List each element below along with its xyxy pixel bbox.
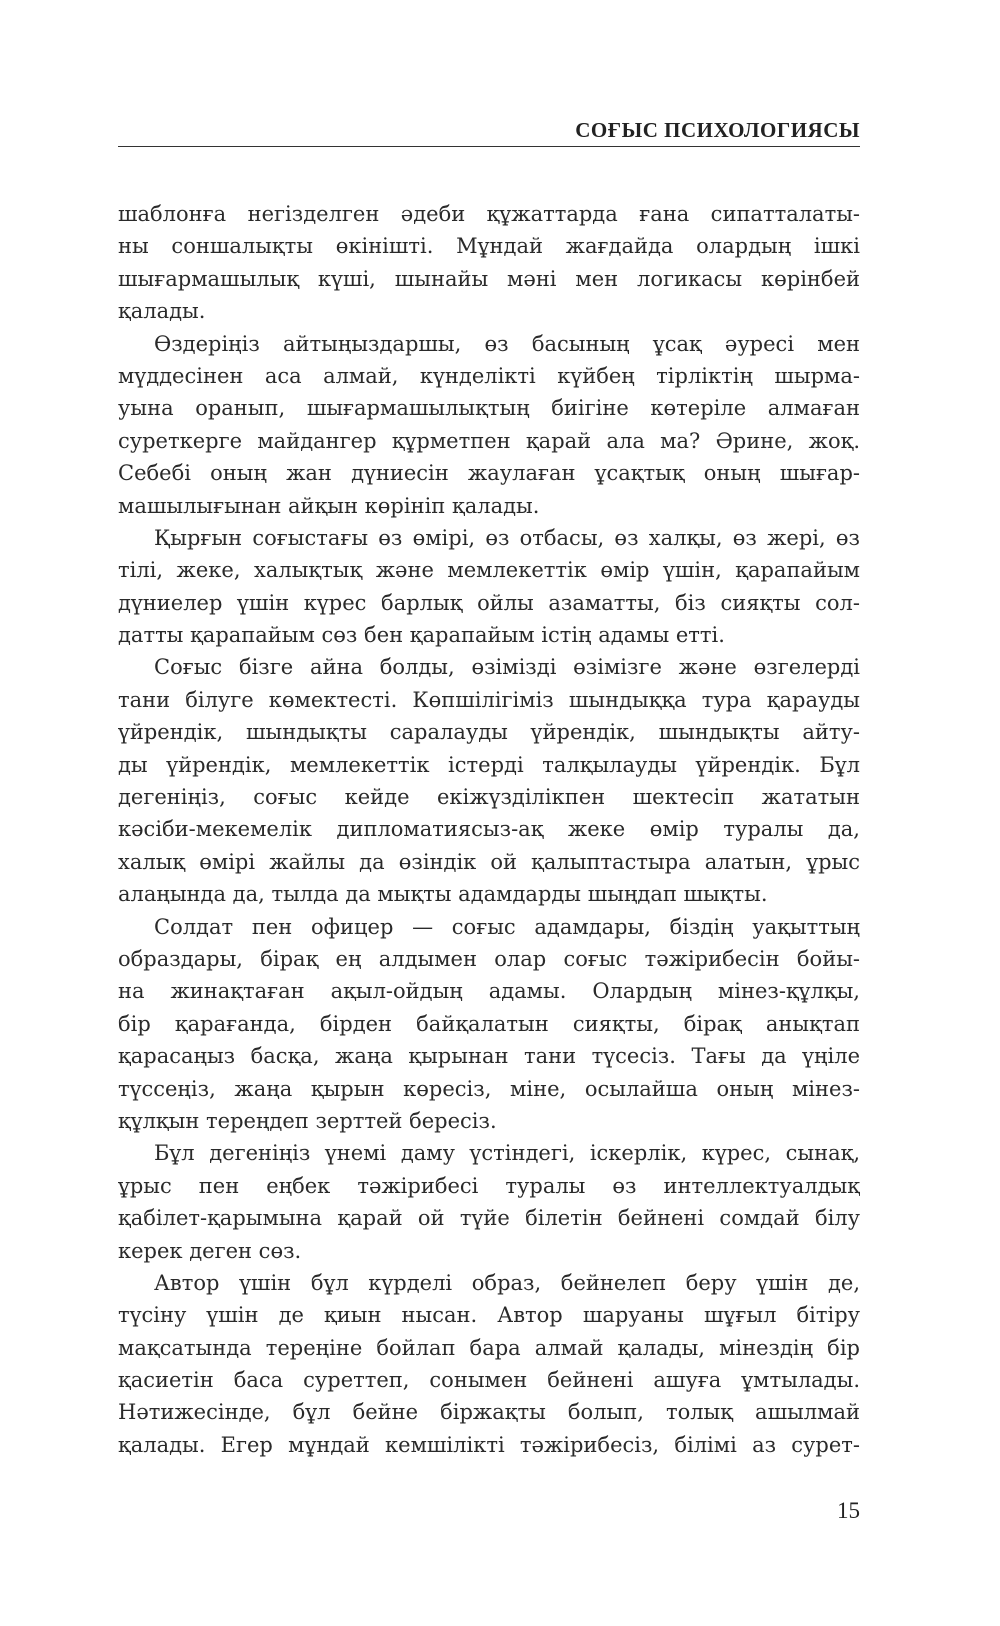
text-line: ды үйрендік, мемлекеттік істерді талқылауды үйрендік. Бұл [118,752,860,777]
paragraph [118,1137,860,1267]
text-line: тілі, жеке, халықтық және мемлекеттік өмір үшін, қарапайым [118,558,860,583]
text-line: шығармашылық күші, шынайы мәні мен логикасы көрінбей [118,266,860,291]
paragraph [118,651,860,910]
text-line: Өздеріңіз айтыңыздаршы, өз басының ұсақ әуресі мен [154,331,860,356]
text-line: суреткерге майдангер құрметпен қарай ала ма? Әрине, жоқ. [118,428,860,453]
text-line: дүниелер үшін күрес барлық ойлы азаматты, біз сияқты сол- [118,590,860,615]
text-line: мүддесінен аса алмай, күнделікті күйбең тірліктің шырма- [118,363,860,388]
text-line: машылығынан айқын көрініп қалады. [118,493,540,518]
text-line: Нәтижесінде, бұл бейне біржақты болып, толық ашылмай [118,1400,860,1425]
body-text [118,198,860,1461]
text-line: Бұл дегеніңіз үнемі даму үстіндегі, іскерлік, күрес, сынақ, [154,1141,860,1166]
paragraph [118,522,860,652]
text-line: Қырғын соғыстағы өз өмірі, өз отбасы, өз халқы, өз жері, өз [154,525,860,550]
text-line: мақсатында тереңіне бойлап бара алмай қалады, мінездің бір [118,1335,860,1360]
running-header-title: СОҒЫС ПСИХОЛОГИЯСЫ [575,118,860,142]
text-line: тани білуге көмектесті. Көпшілігіміз шындыққа тура қарауды [118,687,860,712]
text-line: Солдат пен офицер — соғыс адамдары, біздің уақыттың [154,914,860,939]
text-line: бір қарағанда, бірден байқалатын сияқты, бірақ анықтап [118,1011,860,1036]
text-line: халық өмірі жайлы да өзіндік ой қалыптастыра алатын, ұрыс [118,849,860,874]
text-line: Соғыс бізге айна болды, өзімізді өзімізге және өзгелерді [154,655,860,680]
text-line: Себебі оның жан дүниесін жаулаған ұсақтық оның шығар- [118,461,860,486]
text-line: образдары, бірақ ең алдымен олар соғыс тәжірибесін бойы- [118,946,860,971]
text-line: ны соншалықты өкінішті. Мұндай жағдайда олардың ішкі [118,234,860,259]
page-number: 15 [837,1498,860,1523]
text-line: шаблонға негізделген әдеби құжаттарда ғана сипатталаты- [118,202,860,226]
paragraph [118,911,860,1138]
text-line: датты қарапайым сөз бен қарапайым істің адамы етті. [118,623,725,648]
text-line: үйрендік, шындықты саралауды үйрендік, шындықты айту- [118,720,860,745]
text-line: Автор үшін бұл күрделі образ, бейнелеп беру үшін де, [154,1270,860,1295]
text-line: керек деген сөз. [118,1238,302,1263]
text-line: қалады. [118,299,206,324]
header-rule [118,146,860,147]
paragraph [118,328,860,522]
text-line: түсіну үшін де қиын нысан. Автор шаруаны шұғыл бітіру [118,1303,860,1328]
text-line: кәсіби-мекемелік дипломатиясыз-ақ жеке өмір туралы да, [118,817,860,842]
text-line: на жинақтаған ақыл-ойдың адамы. Олардың мінез-құлқы, [118,979,860,1004]
text-line: қарасаңыз басқа, жаңа қырынан тани түсесіз. Тағы да үңіле [118,1044,860,1069]
text-line: уына оранып, шығармашылықтың биігіне көтеріле алмаған [118,396,860,421]
text-line: қасиетін баса суреттеп, сонымен бейнені ашуға ұмтылады. [118,1368,860,1393]
paragraph [118,1267,860,1461]
text-line: қабілет-қарымына қарай ой түйе білетін бейнені сомдай білу [118,1206,860,1231]
text-line: ұрыс пен еңбек тәжірибесі туралы өз интеллектуалдық [118,1173,860,1198]
text-line: дегеніңіз, соғыс кейде екіжүзділікпен шектесіп жататын [118,785,860,810]
text-line: түссеңіз, жаңа қырын көресіз, міне, осылайша оның мінез- [118,1076,860,1101]
text-line: алаңында да, тылда да мықты адамдарды шыңдап шықты. [118,882,768,907]
paragraph [118,198,860,328]
text-line: қалады. Егер мұндай кемшілікті тәжірибесіз, білімі аз сурет- [118,1432,860,1457]
text-line: құлқын тереңдеп зерттей бересіз. [118,1108,497,1133]
